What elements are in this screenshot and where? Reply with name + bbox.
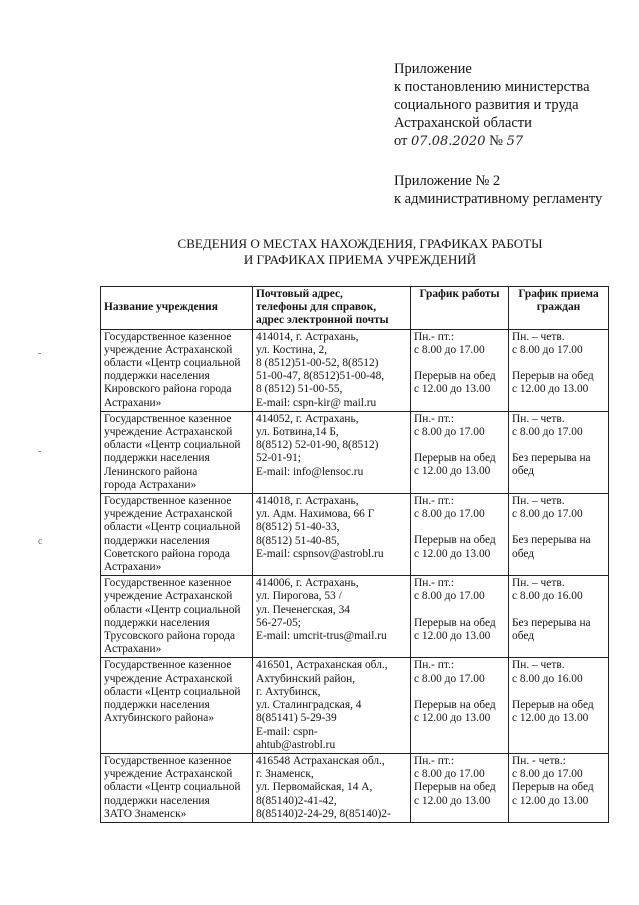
document-title bbox=[100, 236, 620, 268]
cell-line: 56-27-05; bbox=[256, 616, 301, 629]
cell-line: с 12.00 до 13.00 bbox=[512, 383, 589, 396]
cell-line: E-mail: cspn-kir@ mail.ru bbox=[256, 396, 377, 409]
appendix-date-line bbox=[394, 132, 590, 151]
cell-institution-name bbox=[101, 411, 253, 493]
cell-line: Перерыв на обед bbox=[414, 616, 496, 629]
spacer bbox=[414, 604, 505, 617]
cell-address-contacts bbox=[253, 494, 411, 576]
table-row bbox=[101, 576, 609, 658]
cell-line: Государственное казенное bbox=[104, 330, 232, 343]
spacer bbox=[512, 439, 605, 452]
cell-line: ул. Ботвина,14 Б, bbox=[256, 426, 339, 439]
cell-line: Пн. – четв. bbox=[512, 659, 565, 672]
cell-institution-name bbox=[101, 576, 253, 658]
cell-line: поддержки населения bbox=[104, 370, 210, 383]
cell-line: области «Центр социальной bbox=[104, 603, 241, 616]
cell-line: Пн. – четв. bbox=[512, 495, 565, 508]
cell-line: Перерыв на обед bbox=[414, 698, 496, 711]
cell-line: Пн.- пт.: bbox=[414, 412, 455, 425]
cell-line: E-mail: umcrit-trus@mail.ru bbox=[256, 630, 387, 643]
appendix-header bbox=[394, 60, 590, 151]
table-header-row bbox=[101, 287, 609, 330]
cell-line: учреждение Астраханской bbox=[104, 508, 233, 521]
cell-line: с 8.00 до 17.00 bbox=[414, 672, 485, 685]
cell-line: Без перерыва на bbox=[512, 452, 591, 465]
cell-line: Пн. - четв.: bbox=[512, 754, 566, 767]
number-prefix: № bbox=[489, 133, 503, 149]
cell-address-contacts bbox=[253, 329, 411, 411]
cell-line: 414006, г. Астрахань, bbox=[256, 577, 359, 590]
appendix-line: Приложение bbox=[394, 61, 472, 77]
cell-line: 416501, Астраханская обл., bbox=[256, 659, 388, 672]
spacer bbox=[512, 686, 605, 699]
cell-line: Пн. – четв. bbox=[512, 577, 565, 590]
cell-line: Государственное казенное bbox=[104, 659, 232, 672]
col-header-work-schedule: График работы bbox=[411, 287, 509, 330]
cell-line: Без перерыва на bbox=[512, 616, 591, 629]
cell-line: с 8.00 до 17.00 bbox=[512, 426, 583, 439]
cell-line: Перерыв на обед bbox=[414, 534, 496, 547]
cell-institution-name bbox=[101, 329, 253, 411]
cell-line: Перерыв на обед bbox=[512, 698, 594, 711]
cell-line: Астрахани» bbox=[104, 643, 162, 656]
cell-address-contacts bbox=[253, 411, 411, 493]
cell-line: учреждение Астраханской bbox=[104, 672, 233, 685]
table-row bbox=[101, 411, 609, 493]
cell-line: поддержки населения bbox=[104, 452, 210, 465]
appendix-line: к постановлению министерства bbox=[394, 79, 590, 95]
cell-line: с 8.00 до 17.00 bbox=[512, 343, 583, 356]
cell-line: с 12.00 до 13.00 bbox=[414, 465, 491, 478]
spacer bbox=[414, 439, 505, 452]
cell-line: Ахтубинского района» bbox=[104, 712, 215, 725]
cell-reception-schedule bbox=[509, 576, 609, 658]
cell-line: обед bbox=[512, 629, 535, 642]
cell-reception-schedule bbox=[509, 658, 609, 753]
title-line: И ГРАФИКАХ ПРИЕМА УЧРЕЖДЕНИЙ bbox=[243, 252, 477, 267]
cell-line: Трусовского района города bbox=[104, 630, 236, 643]
cell-line: Пн.- пт.: bbox=[414, 754, 455, 767]
cell-line: Государственное казенное bbox=[104, 412, 232, 425]
cell-line: с 12.00 до 13.00 bbox=[414, 383, 491, 396]
cell-line: с 12.00 до 13.00 bbox=[512, 712, 589, 725]
cell-line: обед bbox=[512, 547, 535, 560]
cell-line: Пн.- пт.: bbox=[414, 330, 455, 343]
cell-line: с 8.00 до 17.00 bbox=[414, 343, 485, 356]
cell-line: Кировского района города bbox=[104, 383, 232, 396]
date-prefix: от bbox=[394, 133, 408, 149]
cell-line: 8 (8512)51-00-52, 8(8512) bbox=[256, 357, 379, 370]
cell-work-schedule bbox=[411, 576, 509, 658]
spacer bbox=[512, 357, 605, 370]
cell-line: 8(8512) 51-40-33, bbox=[256, 521, 340, 534]
cell-line: Ленинского района bbox=[104, 465, 198, 478]
cell-line: с 8.00 до 16.00 bbox=[512, 672, 583, 685]
cell-line: с 12.00 до 13.00 bbox=[512, 794, 589, 807]
cell-line: ул. Печенегская, 34 bbox=[256, 603, 350, 616]
cell-line: города Астрахани» bbox=[104, 478, 197, 491]
cell-reception-schedule bbox=[509, 753, 609, 822]
cell-address-contacts bbox=[253, 753, 411, 822]
cell-work-schedule bbox=[411, 753, 509, 822]
cell-line: учреждение Астраханской bbox=[104, 590, 233, 603]
cell-line: области «Центр социальной bbox=[104, 521, 241, 534]
cell-line: Пн. – четв. bbox=[512, 412, 565, 425]
cell-line: ЗАТО Знаменск» bbox=[104, 807, 187, 820]
col-header-name: Название учреждения bbox=[101, 287, 253, 330]
cell-line: Пн.- пт.: bbox=[414, 577, 455, 590]
spacer bbox=[414, 686, 505, 699]
cell-line: Астрахани» bbox=[104, 561, 162, 574]
cell-line: Ахтубинский район, bbox=[256, 672, 356, 685]
cell-reception-schedule bbox=[509, 494, 609, 576]
cell-line: с 12.00 до 13.00 bbox=[414, 794, 491, 807]
cell-line: 8(8512) 51-40-85, bbox=[256, 534, 340, 547]
cell-line: ул. Пирогова, 53 / bbox=[256, 590, 342, 603]
institutions-table bbox=[100, 286, 609, 823]
cell-line: области «Центр социальной bbox=[104, 357, 241, 370]
cell-line: 416548 Астраханская обл., bbox=[256, 754, 385, 767]
table-row bbox=[101, 658, 609, 753]
appendix-line: Астраханской области bbox=[394, 115, 532, 131]
cell-line: 51-00-47, 8(8512)51-00-48, bbox=[256, 370, 385, 383]
cell-line: 8(8512) 52-01-90, 8(8512) bbox=[256, 439, 379, 452]
cell-line: поддержки населения bbox=[104, 699, 210, 712]
appendix-2-header bbox=[394, 172, 602, 208]
cell-line: E-mail: cspnsov@astrobl.ru bbox=[256, 547, 384, 560]
spacer bbox=[414, 357, 505, 370]
cell-line: учреждение Астраханской bbox=[104, 343, 233, 356]
cell-line: 8(85140)2-24-29, 8(85140)2- bbox=[256, 807, 391, 820]
cell-line: Перерыв на обед bbox=[414, 370, 496, 383]
table-body bbox=[101, 329, 609, 822]
cell-line: Пн.- пт.: bbox=[414, 495, 455, 508]
cell-line: с 12.00 до 13.00 bbox=[414, 629, 491, 642]
cell-line: Пн. – четв. bbox=[512, 330, 565, 343]
cell-line: Перерыв на обед bbox=[512, 370, 594, 383]
scan-mark: - bbox=[38, 348, 42, 359]
cell-line: с 8.00 до 16.00 bbox=[512, 590, 583, 603]
cell-line: г. Ахтубинск, bbox=[256, 685, 321, 698]
cell-line: E-mail: cspn- bbox=[256, 725, 318, 738]
cell-line: Государственное казенное bbox=[104, 754, 232, 767]
cell-line: с 8.00 до 17.00 bbox=[414, 508, 485, 521]
cell-line: Без перерыва на bbox=[512, 534, 591, 547]
cell-line: 8(85140)2-41-42, bbox=[256, 794, 337, 807]
cell-line: ул. Костина, 2, bbox=[256, 343, 328, 356]
cell-line: ул. Адм. Нахимова, 66 Г bbox=[256, 508, 375, 521]
col-header-reception-schedule: График приема граждан bbox=[509, 287, 609, 330]
cell-line: области «Центр социальной bbox=[104, 685, 241, 698]
spacer bbox=[512, 604, 605, 617]
cell-line: учреждение Астраханской bbox=[104, 426, 233, 439]
spacer bbox=[414, 521, 505, 534]
cell-line: с 8.00 до 17.00 bbox=[414, 768, 485, 781]
cell-line: с 8.00 до 17.00 bbox=[512, 768, 583, 781]
cell-line: Перерыв на обед bbox=[512, 781, 594, 794]
cell-line: г. Знаменск, bbox=[256, 768, 314, 781]
cell-reception-schedule bbox=[509, 329, 609, 411]
cell-line: 414014, г. Астрахань, bbox=[256, 330, 359, 343]
cell-work-schedule bbox=[411, 329, 509, 411]
table-row bbox=[101, 329, 609, 411]
cell-institution-name bbox=[101, 753, 253, 822]
cell-line: с 12.00 до 13.00 bbox=[414, 547, 491, 560]
cell-line: поддержки населения bbox=[104, 616, 210, 629]
cell-line: поддержки населения bbox=[104, 534, 210, 547]
cell-work-schedule bbox=[411, 411, 509, 493]
table-row bbox=[101, 494, 609, 576]
cell-line: ahtub@astrobl.ru bbox=[256, 738, 336, 751]
cell-line: Государственное казенное bbox=[104, 495, 232, 508]
cell-line: 52-01-91; bbox=[256, 452, 301, 465]
scan-mark: c bbox=[38, 536, 43, 547]
spacer bbox=[512, 521, 605, 534]
cell-line: учреждение Астраханской bbox=[104, 768, 233, 781]
cell-institution-name bbox=[101, 658, 253, 753]
appendix-2-title: Приложение № 2 bbox=[394, 173, 501, 189]
cell-line: 8(85141) 5-29-39 bbox=[256, 712, 337, 725]
title-line: СВЕДЕНИЯ О МЕСТАХ НАХОЖДЕНИЯ, ГРАФИКАХ РАБОТЫ bbox=[177, 236, 543, 251]
cell-institution-name bbox=[101, 494, 253, 576]
cell-reception-schedule bbox=[509, 411, 609, 493]
cell-line: Пн.- пт.: bbox=[414, 659, 455, 672]
scan-mark: - bbox=[38, 446, 42, 457]
cell-line: с 8.00 до 17.00 bbox=[414, 426, 485, 439]
cell-line: обед bbox=[512, 465, 535, 478]
cell-line: области «Центр социальной bbox=[104, 781, 241, 794]
cell-line: поддержки населения bbox=[104, 794, 210, 807]
cell-line: 8 (8512) 51-00-55, bbox=[256, 383, 343, 396]
cell-work-schedule bbox=[411, 494, 509, 576]
cell-line: ул. Сталинградская, 4 bbox=[256, 699, 362, 712]
cell-line: области «Центр социальной bbox=[104, 439, 241, 452]
cell-work-schedule bbox=[411, 658, 509, 753]
handwritten-number: 57 bbox=[506, 134, 524, 149]
cell-line: ул. Первомайская, 14 А, bbox=[256, 781, 373, 794]
cell-address-contacts bbox=[253, 658, 411, 753]
col-header-address: Почтовый адрес, телефоны для справок, адрес электронной почты bbox=[253, 287, 411, 330]
cell-line: 414052, г. Астрахань, bbox=[256, 412, 359, 425]
cell-line: 414018, г. Астрахань, bbox=[256, 495, 359, 508]
cell-line: Астрахани» bbox=[104, 396, 162, 409]
appendix-2-subtitle: к административному регламенту bbox=[394, 191, 603, 207]
handwritten-date: 07.08.2020 bbox=[411, 134, 486, 149]
appendix-line: социального развития и труда bbox=[394, 97, 579, 113]
table-row bbox=[101, 753, 609, 822]
cell-line: E-mail: info@lensoc.ru bbox=[256, 465, 364, 478]
cell-line: с 12.00 до 13.00 bbox=[414, 712, 491, 725]
cell-line: Перерыв на обед bbox=[414, 452, 496, 465]
cell-line: Советского района города bbox=[104, 547, 230, 560]
cell-line: с 8.00 до 17.00 bbox=[414, 590, 485, 603]
cell-line: с 8.00 до 17.00 bbox=[512, 508, 583, 521]
cell-address-contacts bbox=[253, 576, 411, 658]
cell-line: Государственное казенное bbox=[104, 577, 232, 590]
cell-line: Перерыв на обед bbox=[414, 781, 496, 794]
